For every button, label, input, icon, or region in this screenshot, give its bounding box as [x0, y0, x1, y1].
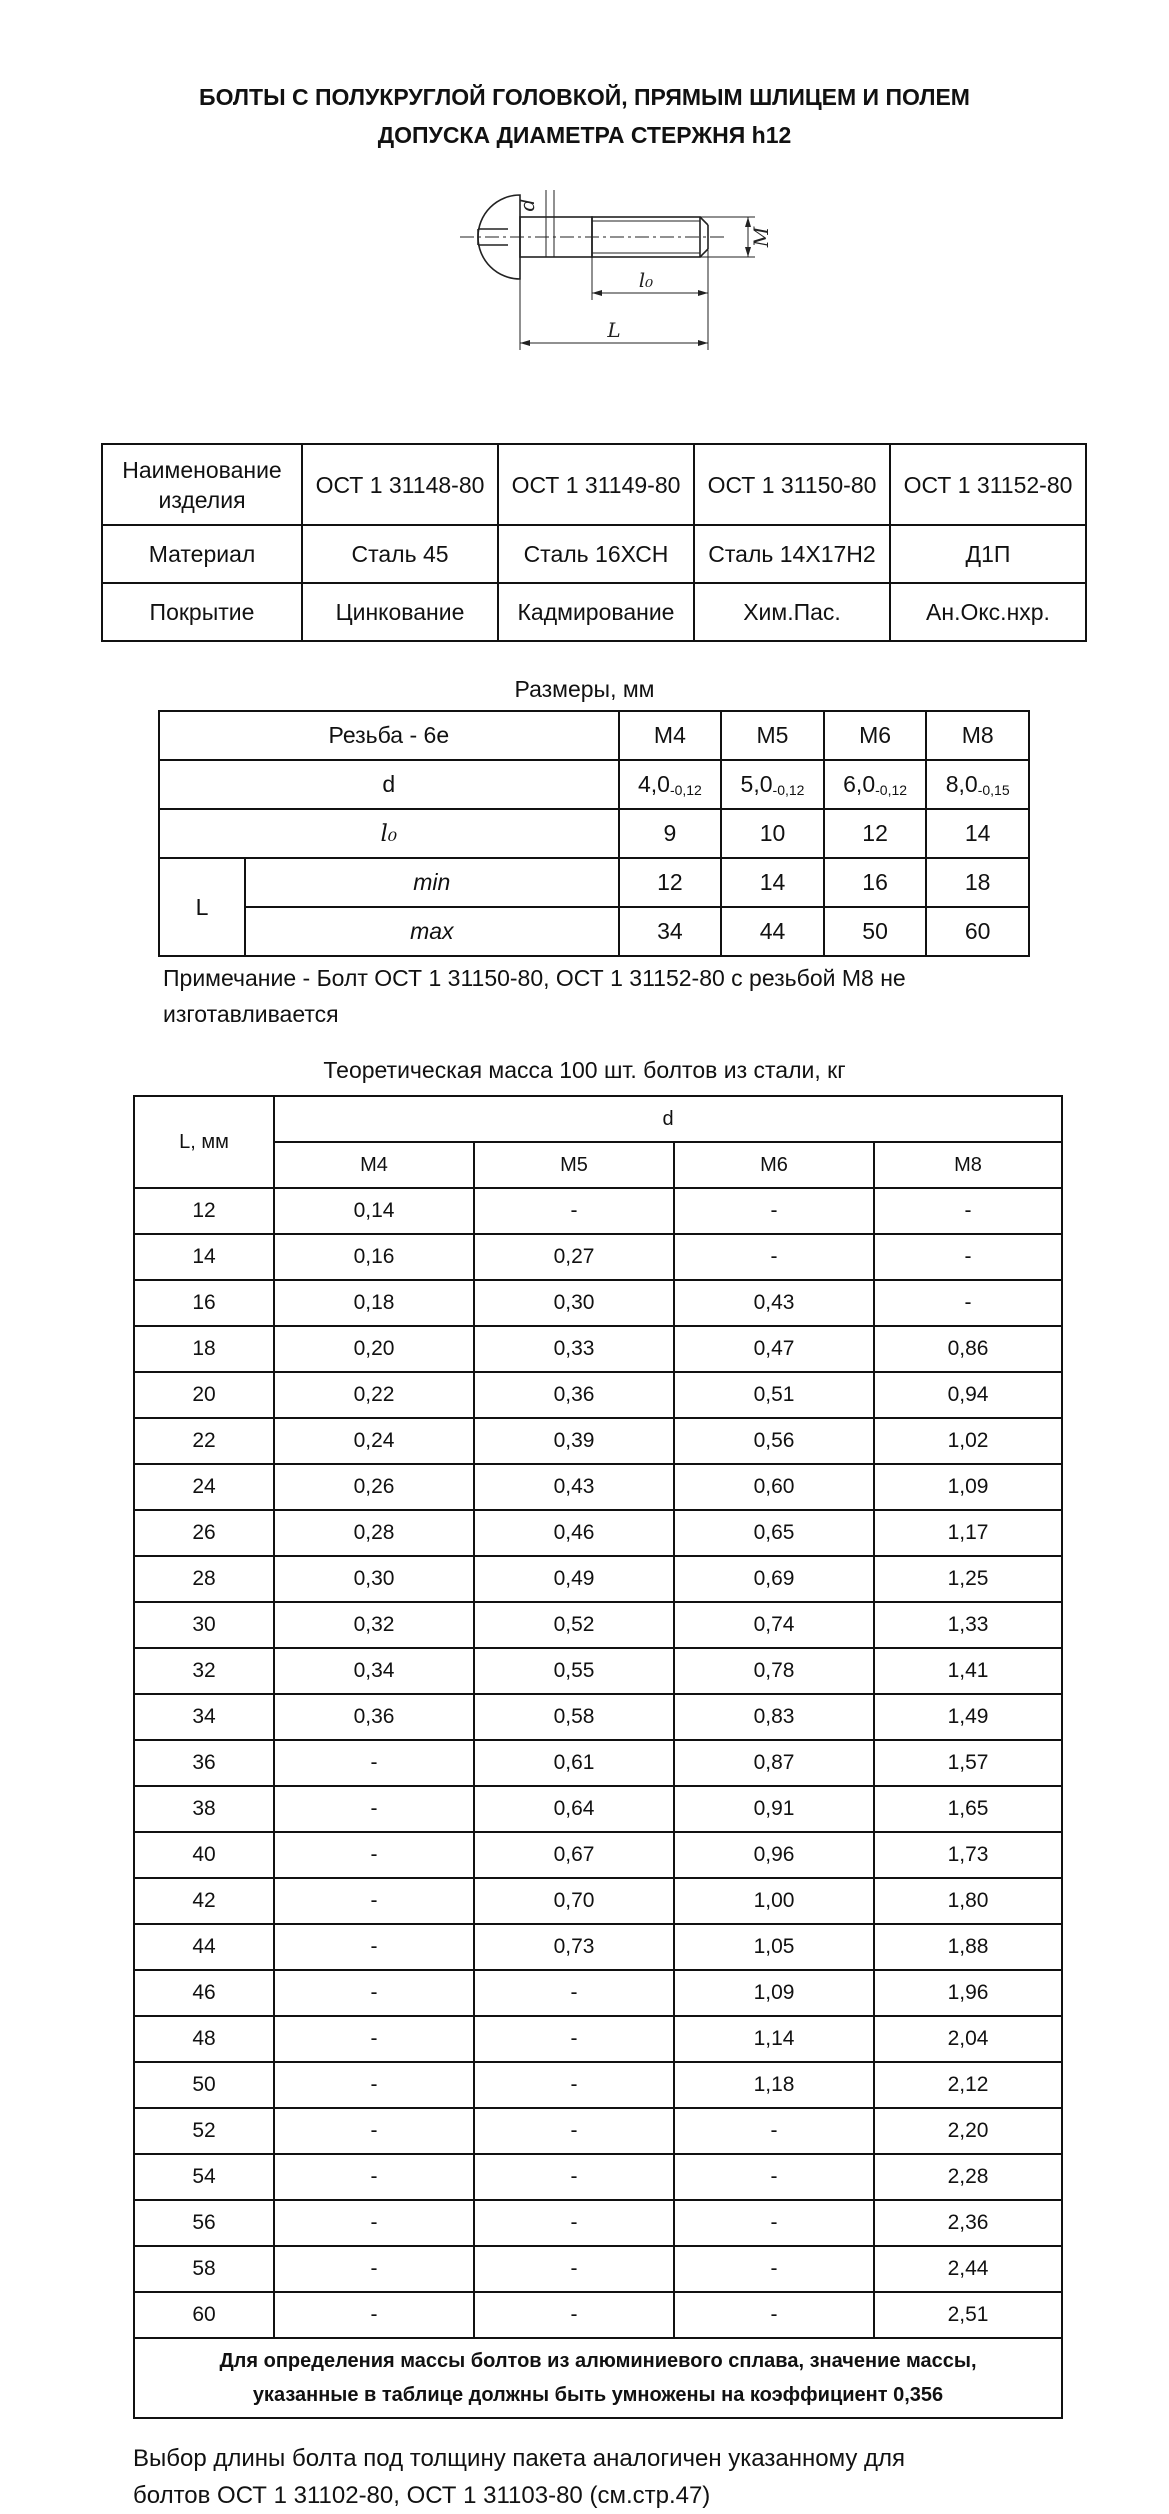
sizes-row-lmax: [159, 907, 1029, 956]
mass-value-cell: 1,00: [674, 1878, 874, 1924]
mass-value-cell: -: [274, 2246, 474, 2292]
sizes-thread-label: Резьба - 6е: [159, 711, 619, 760]
mass-length-cell: 38: [134, 1786, 274, 1832]
mass-value-cell: 0,91: [674, 1786, 874, 1832]
sizes-d-2: $5,0_{-0,12}$: [721, 760, 824, 809]
mass-length-cell: 22: [134, 1418, 274, 1464]
mass-length-cell: 28: [134, 1556, 274, 1602]
mass-value-cell: 0,32: [274, 1602, 474, 1648]
mass-value-cell: 0,73: [474, 1924, 674, 1970]
mass-length-cell: 56: [134, 2200, 274, 2246]
table-row: [134, 1556, 1062, 1602]
title-line-1: БОЛТЫ С ПОЛУКРУГЛОЙ ГОЛОВКОЙ, ПРЯМЫМ ШЛИЦЕМ И ПОЛЕМ: [199, 84, 970, 110]
mass-value-cell: 1,09: [674, 1970, 874, 2016]
products-header-coating: Покрытие: [102, 583, 302, 641]
note: [163, 960, 906, 1032]
sizes-d-4: $8,0_{-0,15}$: [926, 760, 1029, 809]
table-row: [134, 1510, 1062, 1556]
mass-value-cell: -: [474, 2062, 674, 2108]
sizes-d-label: d: [159, 760, 619, 809]
table-row: [134, 1832, 1062, 1878]
mass-value-cell: 0,51: [674, 1372, 874, 1418]
table-row: [134, 2062, 1062, 2108]
mass-value-cell: 0,78: [674, 1648, 874, 1694]
mass-value-cell: 0,87: [674, 1740, 874, 1786]
mass-header-row-1: [134, 1096, 1062, 1142]
table-row: [134, 2246, 1062, 2292]
sizes-L-label: L: [159, 858, 245, 956]
mass-value-cell: 1,88: [874, 1924, 1062, 1970]
sizes-thread-2: М5: [721, 711, 824, 760]
dim-label-d: d: [515, 198, 539, 212]
mass-value-cell: 1,80: [874, 1878, 1062, 1924]
sizes-thread-4: М8: [926, 711, 1029, 760]
mass-length-cell: 48: [134, 2016, 274, 2062]
product-ost-2: ОСТ 1 31149-80: [498, 444, 694, 525]
mass-value-cell: 2,12: [874, 2062, 1062, 2108]
table-row: [134, 1970, 1062, 2016]
sizes-min-label: min: [245, 858, 619, 907]
mass-value-cell: -: [674, 2108, 874, 2154]
mass-length-cell: 36: [134, 1740, 274, 1786]
mass-value-cell: 0,55: [474, 1648, 674, 1694]
mass-value-cell: -: [274, 1878, 474, 1924]
sizes-caption: Размеры, мм: [514, 676, 655, 702]
table-row: [134, 1602, 1062, 1648]
products-header-name: Наименование изделия: [102, 444, 302, 525]
products-row-name: [102, 444, 1086, 525]
mass-value-cell: 1,49: [874, 1694, 1062, 1740]
product-ost-4: ОСТ 1 31152-80: [890, 444, 1086, 525]
mass-caption: Теоретическая масса 100 шт. болтов из стали, кг: [323, 1057, 846, 1083]
title-line-2: ДОПУСКА ДИАМЕТРА СТЕРЖНЯ h12: [377, 122, 792, 148]
mass-value-cell: 0,27: [474, 1234, 674, 1280]
mass-value-cell: 0,39: [474, 1418, 674, 1464]
mass-value-cell: -: [674, 1188, 874, 1234]
mass-value-cell: 0,94: [874, 1372, 1062, 1418]
mass-value-cell: 0,49: [474, 1556, 674, 1602]
mass-body: [134, 1188, 1062, 2338]
mass-value-cell: 2,04: [874, 2016, 1062, 2062]
mass-value-cell: 0,20: [274, 1326, 474, 1372]
table-row: [134, 1648, 1062, 1694]
mass-value-cell: 0,61: [474, 1740, 674, 1786]
mass-value-cell: -: [274, 1970, 474, 2016]
mass-value-cell: -: [274, 2292, 474, 2338]
sizes-l0-3: 12: [824, 809, 927, 858]
mass-length-cell: 54: [134, 2154, 274, 2200]
mass-value-cell: 1,18: [674, 2062, 874, 2108]
mass-length-cell: 42: [134, 1878, 274, 1924]
table-row: [134, 1234, 1062, 1280]
mass-length-cell: 26: [134, 1510, 274, 1556]
mass-value-cell: 0,28: [274, 1510, 474, 1556]
sizes-l0-label: l₀: [159, 809, 619, 858]
mass-value-cell: 1,96: [874, 1970, 1062, 2016]
bottom-note-line-1: Выбор длины болта под толщину пакета аналогичен указанному для: [133, 2445, 906, 2472]
mass-value-cell: -: [474, 2246, 674, 2292]
table-row: [134, 1188, 1062, 1234]
mass-value-cell: 0,34: [274, 1648, 474, 1694]
mass-thread-3: М6: [674, 1142, 874, 1188]
product-coating-1: Цинкование: [302, 583, 498, 641]
note-line-2: изготавливается: [163, 1001, 339, 1027]
sizes-l0-2: 10: [721, 809, 824, 858]
mass-value-cell: -: [274, 1786, 474, 1832]
table-row: [134, 1464, 1062, 1510]
mass-length-cell: 24: [134, 1464, 274, 1510]
mass-length-cell: 12: [134, 1188, 274, 1234]
mass-value-cell: 0,33: [474, 1326, 674, 1372]
mass-value-cell: 0,58: [474, 1694, 674, 1740]
mass-value-cell: 0,30: [474, 1280, 674, 1326]
mass-value-cell: 0,16: [274, 1234, 474, 1280]
mass-value-cell: 0,36: [274, 1694, 474, 1740]
mass-d-header: d: [274, 1096, 1062, 1142]
table-row: [134, 1326, 1062, 1372]
mass-length-cell: 46: [134, 1970, 274, 2016]
page-title: [0, 78, 1169, 154]
sizes-row-d: [159, 760, 1029, 809]
sizes-lmin-1: 12: [619, 858, 722, 907]
table-row: [134, 1786, 1062, 1832]
mass-value-cell: 0,24: [274, 1418, 474, 1464]
bottom-note-line-2: болтов ОСТ 1 31102-80, ОСТ 1 31103-80 (см.стр.47): [133, 2482, 711, 2509]
mass-length-cell: 30: [134, 1602, 274, 1648]
sizes-thread-3: М6: [824, 711, 927, 760]
mass-value-cell: 0,26: [274, 1464, 474, 1510]
mass-value-cell: 1,14: [674, 2016, 874, 2062]
mass-length-cell: 14: [134, 1234, 274, 1280]
product-material-2: Сталь 16ХСН: [498, 525, 694, 583]
mass-value-cell: 0,47: [674, 1326, 874, 1372]
sizes-lmax-3: 50: [824, 907, 927, 956]
mass-value-cell: -: [674, 1234, 874, 1280]
mass-thread-1: М4: [274, 1142, 474, 1188]
table-row: [134, 1740, 1062, 1786]
dim-label-l0: l₀: [638, 268, 654, 292]
mass-value-cell: -: [674, 2154, 874, 2200]
mass-value-cell: -: [474, 2200, 674, 2246]
mass-value-cell: 0,14: [274, 1188, 474, 1234]
mass-value-cell: 0,30: [274, 1556, 474, 1602]
mass-table: [133, 1095, 1063, 2419]
mass-value-cell: 0,69: [674, 1556, 874, 1602]
mass-value-cell: -: [874, 1280, 1062, 1326]
table-row: [134, 1924, 1062, 1970]
mass-value-cell: -: [274, 2016, 474, 2062]
sizes-d-3: $6,0_{-0,12}$: [824, 760, 927, 809]
sizes-lmax-4: 60: [926, 907, 1029, 956]
mass-value-cell: 0,64: [474, 1786, 674, 1832]
sizes-thread-1: М4: [619, 711, 722, 760]
table-row: [134, 1694, 1062, 1740]
mass-value-cell: -: [474, 2292, 674, 2338]
mass-value-cell: 1,05: [674, 1924, 874, 1970]
sizes-max-label: max: [245, 907, 619, 956]
mass-value-cell: 0,67: [474, 1832, 674, 1878]
sizes-d-1: $4,0_{-0,12}$: [619, 760, 722, 809]
sizes-l0-4: 14: [926, 809, 1029, 858]
products-row-coating: [102, 583, 1086, 641]
mass-value-cell: -: [274, 2062, 474, 2108]
table-row: [134, 2154, 1062, 2200]
mass-value-cell: -: [274, 2108, 474, 2154]
mass-value-cell: -: [274, 2200, 474, 2246]
mass-value-cell: 1,17: [874, 1510, 1062, 1556]
mass-value-cell: 0,18: [274, 1280, 474, 1326]
mass-value-cell: 2,51: [874, 2292, 1062, 2338]
mass-value-cell: 0,60: [674, 1464, 874, 1510]
table-row: [134, 2016, 1062, 2062]
table-row: [134, 2292, 1062, 2338]
mass-value-cell: 1,02: [874, 1418, 1062, 1464]
bottom-note: [133, 2440, 905, 2514]
mass-length-cell: 44: [134, 1924, 274, 1970]
mass-value-cell: -: [874, 1188, 1062, 1234]
product-ost-3: ОСТ 1 31150-80: [694, 444, 890, 525]
products-row-material: [102, 525, 1086, 583]
product-ost-1: ОСТ 1 31148-80: [302, 444, 498, 525]
mass-value-cell: 1,33: [874, 1602, 1062, 1648]
mass-thread-2: М5: [474, 1142, 674, 1188]
mass-value-cell: 1,09: [874, 1464, 1062, 1510]
mass-length-cell: 32: [134, 1648, 274, 1694]
sizes-row-l0: [159, 809, 1029, 858]
mass-value-cell: 0,52: [474, 1602, 674, 1648]
mass-value-cell: -: [474, 2108, 674, 2154]
mass-length-cell: 60: [134, 2292, 274, 2338]
mass-value-cell: 0,46: [474, 1510, 674, 1556]
mass-value-cell: 0,65: [674, 1510, 874, 1556]
mass-length-cell: 58: [134, 2246, 274, 2292]
mass-value-cell: -: [274, 1924, 474, 1970]
mass-value-cell: -: [274, 1832, 474, 1878]
mass-value-cell: 0,70: [474, 1878, 674, 1924]
mass-value-cell: -: [474, 1188, 674, 1234]
product-material-3: Сталь 14Х17Н2: [694, 525, 890, 583]
mass-header-row-2: [134, 1142, 1062, 1188]
mass-value-cell: 2,20: [874, 2108, 1062, 2154]
mass-value-cell: -: [674, 2292, 874, 2338]
mass-value-cell: 1,25: [874, 1556, 1062, 1602]
sizes-lmin-2: 14: [721, 858, 824, 907]
mass-value-cell: -: [474, 2016, 674, 2062]
note-line-1: Примечание - Болт ОСТ 1 31150-80, ОСТ 1 31152-80 с резьбой М8 не: [163, 965, 906, 991]
mass-value-cell: 0,43: [674, 1280, 874, 1326]
sizes-row-lmin: [159, 858, 1029, 907]
product-material-4: Д1П: [890, 525, 1086, 583]
mass-value-cell: 0,74: [674, 1602, 874, 1648]
mass-value-cell: -: [274, 1740, 474, 1786]
mass-value-cell: 0,96: [674, 1832, 874, 1878]
mass-value-cell: 2,28: [874, 2154, 1062, 2200]
table-row: [134, 1878, 1062, 1924]
product-coating-2: Кадмирование: [498, 583, 694, 641]
product-coating-4: Ан.Окс.нхр.: [890, 583, 1086, 641]
mass-length-cell: 40: [134, 1832, 274, 1878]
sizes-lmax-2: 44: [721, 907, 824, 956]
product-material-1: Сталь 45: [302, 525, 498, 583]
sizes-lmin-3: 16: [824, 858, 927, 907]
sizes-lmax-1: 34: [619, 907, 722, 956]
mass-footer-line-2: указанные в таблице должны быть умножены на коэффициент 0,356: [252, 2384, 944, 2406]
mass-value-cell: 0,83: [674, 1694, 874, 1740]
products-table: [101, 443, 1087, 642]
mass-value-cell: 0,56: [674, 1418, 874, 1464]
mass-length-cell: 16: [134, 1280, 274, 1326]
mass-length-cell: 50: [134, 2062, 274, 2108]
bolt-drawing: [450, 175, 810, 375]
mass-value-cell: 0,43: [474, 1464, 674, 1510]
mass-value-cell: -: [474, 1970, 674, 2016]
table-row: [134, 2108, 1062, 2154]
mass-value-cell: 1,65: [874, 1786, 1062, 1832]
mass-length-cell: 52: [134, 2108, 274, 2154]
sizes-row-thread: [159, 711, 1029, 760]
mass-value-cell: -: [474, 2154, 674, 2200]
mass-value-cell: 1,57: [874, 1740, 1062, 1786]
mass-value-cell: 2,36: [874, 2200, 1062, 2246]
dim-label-m: M: [749, 226, 773, 248]
table-row: [134, 1418, 1062, 1464]
mass-length-cell: 20: [134, 1372, 274, 1418]
product-coating-3: Хим.Пас.: [694, 583, 890, 641]
sizes-table: [158, 710, 1030, 957]
sizes-lmin-4: 18: [926, 858, 1029, 907]
products-header-material: Материал: [102, 525, 302, 583]
mass-thread-4: М8: [874, 1142, 1062, 1188]
mass-value-cell: -: [274, 2154, 474, 2200]
mass-length-cell: 18: [134, 1326, 274, 1372]
mass-value-cell: 0,22: [274, 1372, 474, 1418]
mass-value-cell: -: [674, 2200, 874, 2246]
mass-value-cell: 0,86: [874, 1326, 1062, 1372]
mass-length-cell: 34: [134, 1694, 274, 1740]
mass-footer-line-1: Для определения массы болтов из алюминиевого сплава, значение массы,: [219, 2350, 977, 2372]
mass-value-cell: -: [874, 1234, 1062, 1280]
mass-value-cell: -: [674, 2246, 874, 2292]
table-row: [134, 2200, 1062, 2246]
mass-value-cell: 1,73: [874, 1832, 1062, 1878]
mass-footer-row: [134, 2338, 1062, 2418]
mass-value-cell: 1,41: [874, 1648, 1062, 1694]
table-row: [134, 1280, 1062, 1326]
table-row: [134, 1372, 1062, 1418]
mass-value-cell: 2,44: [874, 2246, 1062, 2292]
mass-L-header: L, мм: [134, 1096, 274, 1188]
mass-value-cell: 0,36: [474, 1372, 674, 1418]
sizes-l0-1: 9: [619, 809, 722, 858]
mass-footer: [134, 2338, 1062, 2418]
dim-label-l: L: [607, 318, 621, 342]
